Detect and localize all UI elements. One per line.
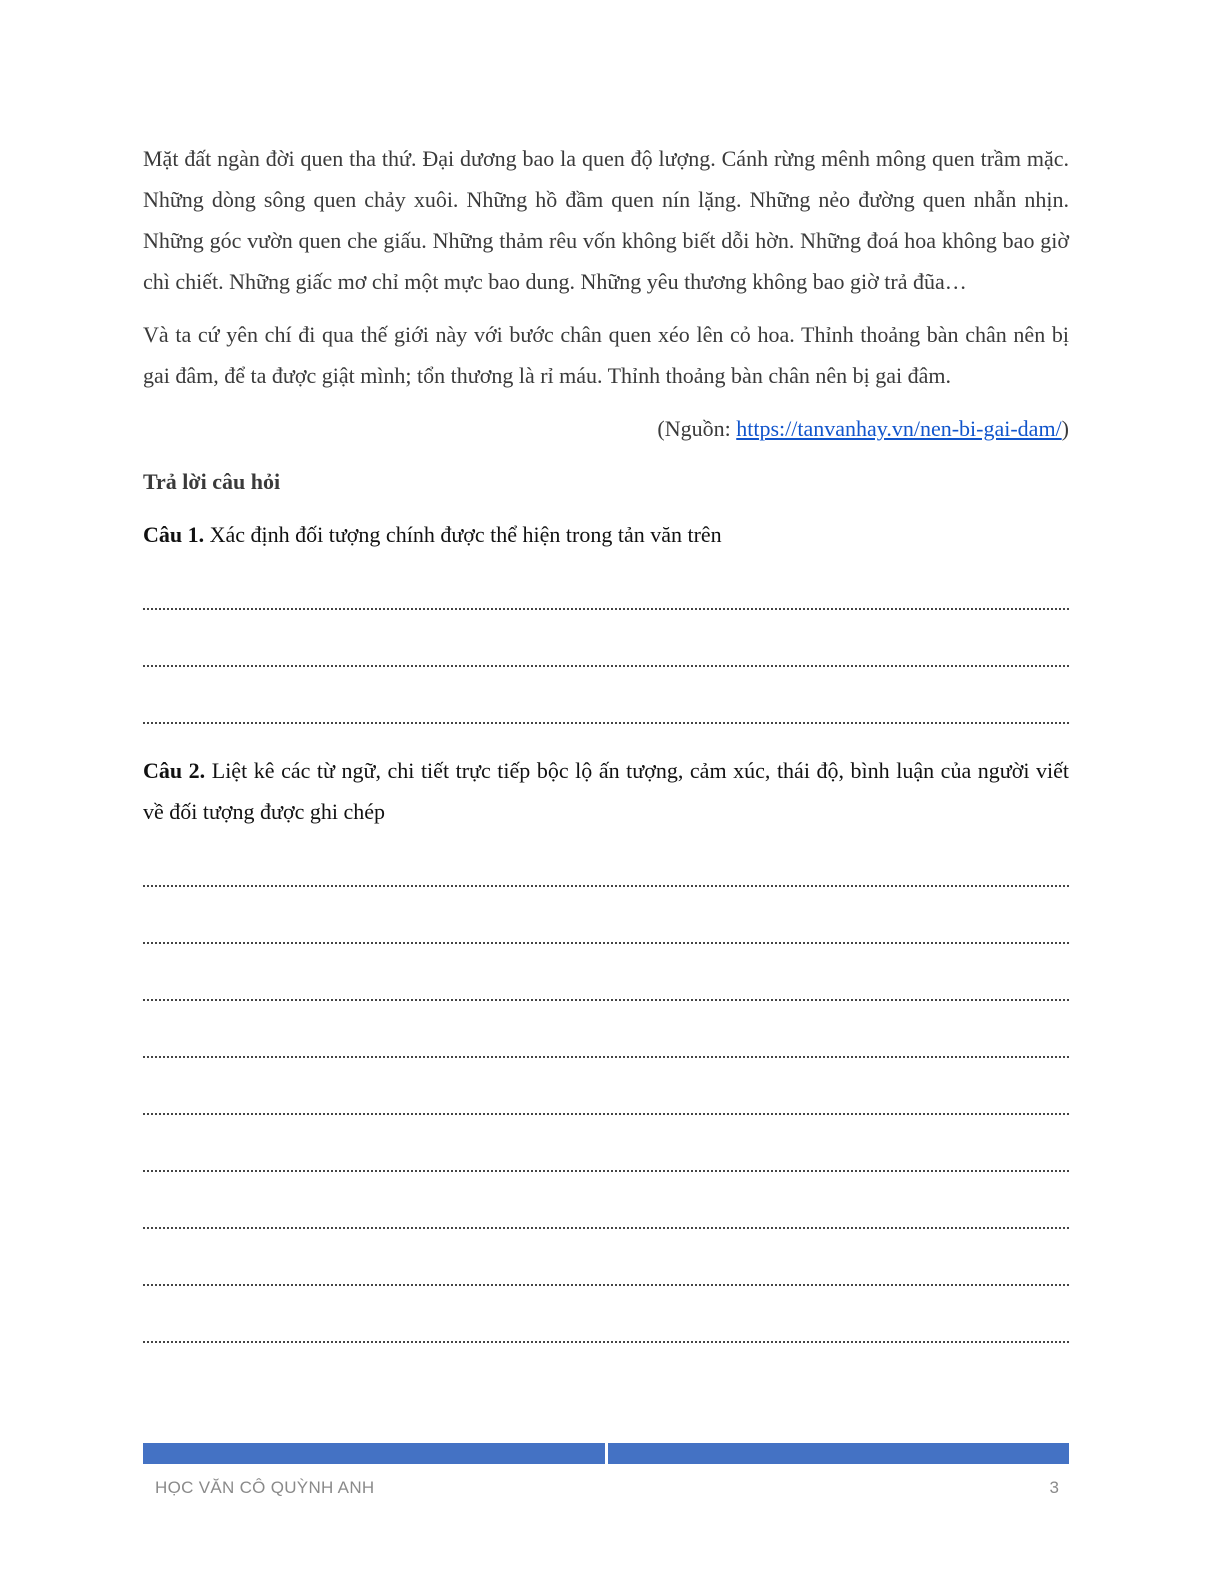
footer-bar <box>143 1443 1069 1464</box>
question-2 <box>143 750 1069 1361</box>
passage-paragraph-2: Và ta cứ yên chí đi qua thế giới này với bước chân quen xéo lên cỏ hoa. Thỉnh thoảng bàn chân nên bị gai đâm, để ta được giật mình; tổn thương là rỉ máu. Thỉnh thoảng bàn chân nên bị gai đâm. <box>143 322 1069 388</box>
answer-line[interactable] <box>143 905 1069 962</box>
question-2-answer-area[interactable] <box>143 848 1069 1361</box>
question-2-text: Liệt kê các từ ngữ, chi tiết trực tiếp bộc lộ ấn tượng, cảm xúc, thái độ, bình luận của người viết về đối tượng được ghi chép <box>143 758 1069 824</box>
source-link[interactable]: https://tanvanhay.vn/nen-bi-gai-dam/ <box>736 416 1062 441</box>
answer-line[interactable] <box>143 1190 1069 1247</box>
question-2-label: Câu 2. <box>143 758 206 783</box>
source-suffix: ) <box>1061 416 1069 441</box>
question-1-answer-area[interactable] <box>143 571 1069 742</box>
question-1-text: Xác định đối tượng chính được thể hiện trong tản văn trên <box>204 522 722 547</box>
answer-line[interactable] <box>143 848 1069 905</box>
answer-line[interactable] <box>143 628 1069 685</box>
source-citation <box>143 408 1069 449</box>
source-prefix: (Nguồn: <box>657 416 737 441</box>
section-heading: Trả lời câu hỏi <box>143 469 281 494</box>
question-1-label: Câu 1. <box>143 522 205 547</box>
answer-line[interactable] <box>143 1019 1069 1076</box>
answer-line[interactable] <box>143 685 1069 742</box>
passage-paragraph-1: Mặt đất ngàn đời quen tha thứ. Đại dương bao la quen độ lượng. Cánh rừng mênh mông quen trầm mặc. Những dòng sông quen chảy xuôi. Những hồ đầm quen nín lặng. Những nẻo đường quen nhẫn nhịn. Những góc vườn quen che giấu. Những thảm rêu vốn không biết dỗi hờn. Những đoá hoa không bao giờ chì chiết. Những giấc mơ chỉ một mực bao dung. Những yêu thương không bao giờ trả đũa… <box>143 146 1069 294</box>
answer-line[interactable] <box>143 571 1069 628</box>
document-body <box>143 138 1069 1361</box>
answer-line[interactable] <box>143 1304 1069 1361</box>
answer-line[interactable] <box>143 1247 1069 1304</box>
footer-title: HỌC VĂN CÔ QUỲNH ANH <box>155 1478 375 1497</box>
answer-line[interactable] <box>143 1133 1069 1190</box>
footer-bar-divider <box>605 1443 608 1464</box>
page-number: 3 <box>1049 1478 1059 1497</box>
answer-line[interactable] <box>143 1076 1069 1133</box>
answer-line[interactable] <box>143 962 1069 1019</box>
question-1 <box>143 514 1069 742</box>
question-2-prompt <box>143 750 1069 832</box>
question-1-prompt <box>143 514 1069 555</box>
